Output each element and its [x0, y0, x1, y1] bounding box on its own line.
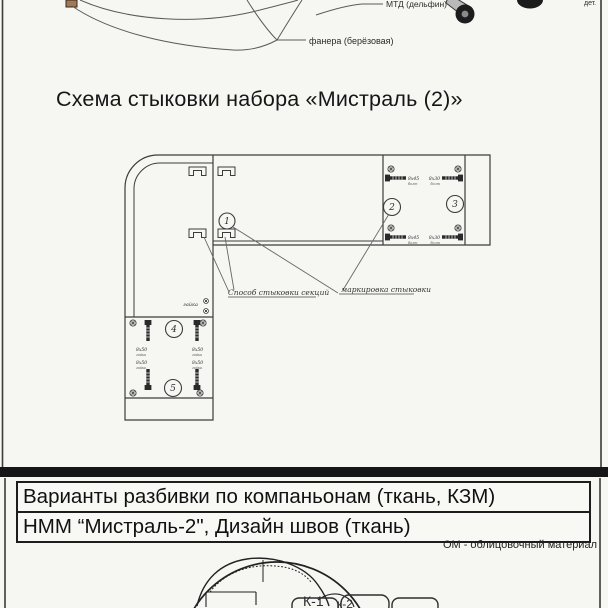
svg-text:гайка: гайка	[136, 366, 146, 370]
bolt-icon	[442, 175, 463, 182]
k1-label: К-1	[303, 593, 324, 608]
washer-icon	[388, 225, 394, 231]
caster-wheel-icon	[446, 0, 475, 24]
bracket-icon	[189, 167, 206, 176]
inner-corner-line	[134, 163, 213, 317]
bolt-size-label: 8x50	[136, 361, 148, 366]
title-row-1: Варианты разбивки по компаньонам (ткань, КЗМ)	[16, 481, 591, 513]
washer-icon	[130, 320, 136, 326]
bolt-icon	[385, 175, 406, 182]
bolt-size-label: 8x45	[408, 236, 420, 241]
mtd-label: МТД (дельфин)	[386, 0, 447, 9]
washer-icon	[130, 390, 136, 396]
bolt-icon	[194, 320, 201, 341]
svg-text:4: 4	[171, 325, 177, 335]
washer-icon	[204, 299, 209, 304]
svg-text:5: 5	[170, 384, 176, 394]
om-note: ОМ - облицовочный материал	[442, 539, 597, 551]
fanera-label: фанера (берёзовая)	[309, 36, 394, 46]
svg-text:гайка: гайка	[192, 366, 202, 370]
svg-text:3: 3	[452, 200, 458, 210]
bolt-size-label: 8x45	[408, 177, 420, 182]
section-divider-band	[0, 467, 608, 477]
bolt-icon	[194, 369, 201, 390]
bolt-icon	[145, 369, 152, 390]
bolt-size-label: 8x50	[192, 348, 204, 353]
bolt-icon	[385, 234, 406, 241]
annotation-right: маркировка стыковки	[341, 285, 431, 294]
callout-4	[166, 321, 183, 338]
callout-1	[219, 213, 235, 229]
callout-2	[384, 199, 401, 216]
washer-icon	[455, 225, 461, 231]
bracket-icon	[218, 167, 235, 176]
svg-text:гайка: гайка	[136, 353, 146, 357]
bolt-size-label: 8x50	[192, 361, 204, 366]
wheel-detail-blob	[517, 0, 543, 9]
title-row-2: НММ “Мистраль-2", Дизайн швов (ткань)	[16, 513, 591, 543]
det-label: дет.	[584, 0, 597, 7]
svg-text:болт: болт	[430, 182, 440, 186]
bolt-size-label: 8x30	[428, 236, 440, 241]
washer-icon	[197, 390, 203, 396]
washer-icon	[455, 166, 461, 172]
annotation-left: Способ стыковки секций	[228, 288, 330, 297]
washer-icon	[388, 166, 394, 172]
bolt-size-label: 8x30	[428, 177, 440, 182]
leg-block-hardware	[130, 320, 206, 396]
top-page-border	[3, 0, 602, 467]
washer-icon	[204, 309, 209, 314]
svg-text:болт: болт	[430, 241, 440, 245]
bracket-icon	[189, 229, 206, 238]
title-block	[16, 481, 591, 543]
page-title: Схема стыковки набора «Мистраль (2)»	[56, 87, 463, 111]
svg-text:2: 2	[389, 203, 395, 213]
cushion-outline	[392, 598, 438, 608]
bolt-icon	[442, 234, 463, 241]
svg-text:болт: болт	[408, 182, 418, 186]
nut-label: гайка	[183, 302, 198, 308]
k2-label: к-2	[337, 597, 353, 608]
mtd-leader-line	[316, 4, 383, 15]
nut-note	[183, 299, 208, 314]
leader-lines	[204, 214, 389, 293]
bolt-icon	[145, 320, 152, 341]
bracket-icon	[218, 229, 235, 238]
svg-text:1: 1	[224, 217, 230, 227]
svg-text:болт: болт	[408, 241, 418, 245]
wood-block-icon	[66, 0, 77, 7]
washer-icon	[200, 320, 206, 326]
svg-text:гайка: гайка	[192, 353, 202, 357]
bolt-size-label: 8x50	[136, 348, 148, 353]
callout-5	[165, 380, 182, 397]
callout-3	[447, 196, 464, 213]
